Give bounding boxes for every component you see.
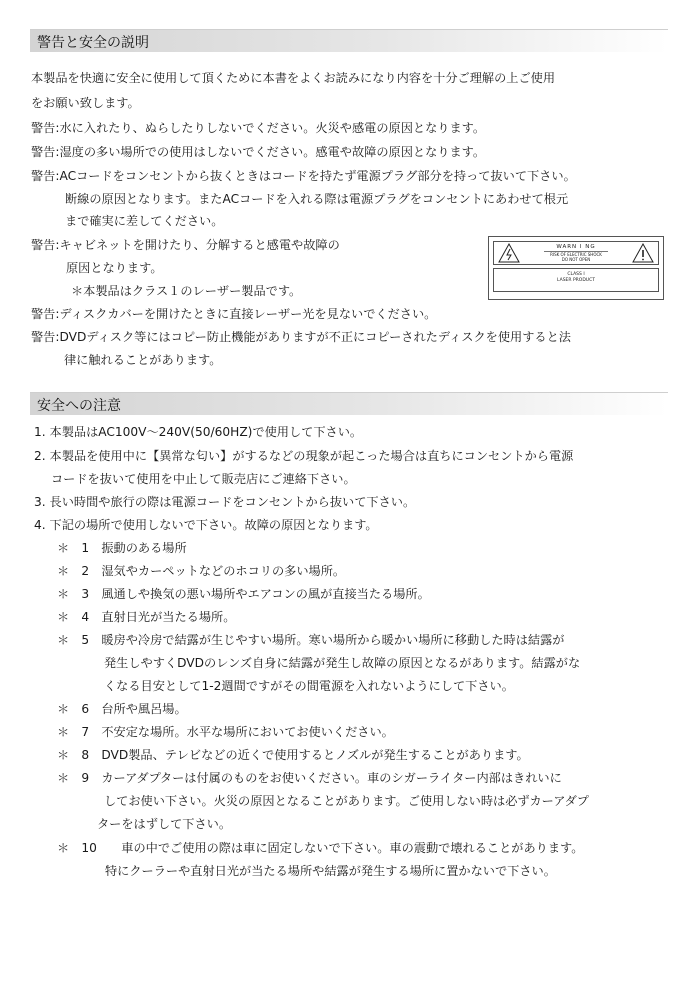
text-line: まで確実に差してください。 xyxy=(65,214,224,228)
list-item: ＊ 8 DVD製品、テレビなどの近くで使用するとノズルが発生することがあります。 xyxy=(57,748,529,762)
section-title: 安全への注意 xyxy=(37,398,121,414)
list-item: 1. 本製品はAC100V～240V(50/60HZ)で使用して下さい。 xyxy=(34,425,363,439)
laser-class-line1: CLASS I xyxy=(567,272,585,277)
text-line: ＊本製品はクラス１のレーザー製品です。 xyxy=(71,284,302,298)
text-line: 断線の原因となります。またACコードを入れる際は電源プラグをコンセントにあわせて根元 xyxy=(65,192,569,206)
list-item: くなる目安として1-2週間ですがその間電源を入れないようにして下さい。 xyxy=(104,679,514,693)
warning-label-top xyxy=(493,241,659,265)
list-item: コードを抜いて使用を中止して販売店にご連絡下さい。 xyxy=(51,472,356,486)
warning-title: WARN I NG xyxy=(544,243,608,252)
text-line: 警告:ACコードをコンセントから抜くときはコードを持たず電源プラグ部分を持って抜いて下さい。 xyxy=(31,169,576,183)
list-item: ＊ 3 風通しや換気の悪い場所やエアコンの風が直接当たる場所。 xyxy=(57,587,430,601)
section-header-warnings xyxy=(30,29,668,52)
text-line: 警告:ディスクカバーを開けたときに直接レーザー光を見ないでください。 xyxy=(31,307,437,321)
list-item: してお使い下さい。火災の原因となることがあります。ご使用しない時は必ずカーアダプ xyxy=(104,794,589,808)
list-item: ＊ 5 暖房や冷房で結露が生じやすい場所。寒い場所から暖かい場所に移動した時は結露が xyxy=(57,633,565,647)
list-item: ＊ 6 台所や風呂場。 xyxy=(57,702,187,716)
warning-text-block xyxy=(522,243,630,263)
laser-class-line2: LASER PRODUCT xyxy=(557,278,595,283)
text-line: 原因となります。 xyxy=(66,261,163,275)
text-line: 警告:キャビネットを開けたり、分解すると感電や故障の xyxy=(31,238,340,252)
list-item: ＊ 10 車の中でご使用の際は車に固定しないで下さい。車の震動で壊れることがあります。 xyxy=(57,841,584,855)
list-item: 発生しやすくDVDのレンズ自身に結露が発生し故障の原因となるがあります。結露がな xyxy=(104,656,581,670)
list-item: 2. 本製品を使用中に【異常な匂い】がするなどの現象が起こった場合は直ちにコンセントから電源 xyxy=(34,449,574,463)
warning-subtext-line1: RISK OF ELECTRIC SHOCK xyxy=(550,252,602,257)
list-item: ターをはずして下さい。 xyxy=(97,817,232,831)
text-line: 警告:湿度の多い場所での使用はしないでください。感電や故障の原因となります。 xyxy=(31,145,486,159)
warning-label xyxy=(488,236,664,300)
list-item: ＊ 4 直射日光が当たる場所。 xyxy=(57,610,236,624)
list-item: ＊ 1 振動のある場所 xyxy=(57,541,187,555)
section-header-safety xyxy=(30,392,668,415)
text-line: 本製品を快適に安全に使用して頂くために本書をよくお読みになり内容を十分ご理解の上ご使用 xyxy=(31,71,556,85)
lightning-triangle-icon xyxy=(498,243,520,263)
list-item: ＊ 2 湿気やカーペットなどのホコリの多い場所。 xyxy=(57,564,346,578)
text-line: 律に触れることがあります。 xyxy=(64,353,222,367)
exclamation-triangle-icon xyxy=(632,243,654,263)
text-line: をお願い致します。 xyxy=(31,96,140,110)
warning-subtext-line2: DO NOT OPEN xyxy=(561,257,591,262)
list-item: ＊ 7 不安定な場所。水平な場所においてお使いください。 xyxy=(57,725,394,739)
list-item: 特にクーラーや直射日光が当たる場所や結露が発生する場所に置かないで下さい。 xyxy=(105,864,556,878)
list-item: 4. 下記の場所で使用しないで下さい。故障の原因となります。 xyxy=(34,518,378,532)
warning-subtext xyxy=(522,252,630,262)
laser-class-text xyxy=(494,272,658,284)
list-item: ＊ 9 カーアダプターは付属のものをお使いください。車のシガーライター内部はきれいに xyxy=(57,771,562,785)
section-title: 警告と安全の説明 xyxy=(37,35,149,51)
laser-class-box xyxy=(493,268,659,292)
text-line: 警告:水に入れたり、ぬらしたりしないでください。火災や感電の原因となります。 xyxy=(31,121,486,135)
list-item: 3. 長い時間や旅行の際は電源コードをコンセントから抜いて下さい。 xyxy=(34,495,416,509)
text-line: 警告:DVDディスク等にはコピー防止機能がありますが不正にコピーされたディスクを使用すると法 xyxy=(31,330,571,344)
